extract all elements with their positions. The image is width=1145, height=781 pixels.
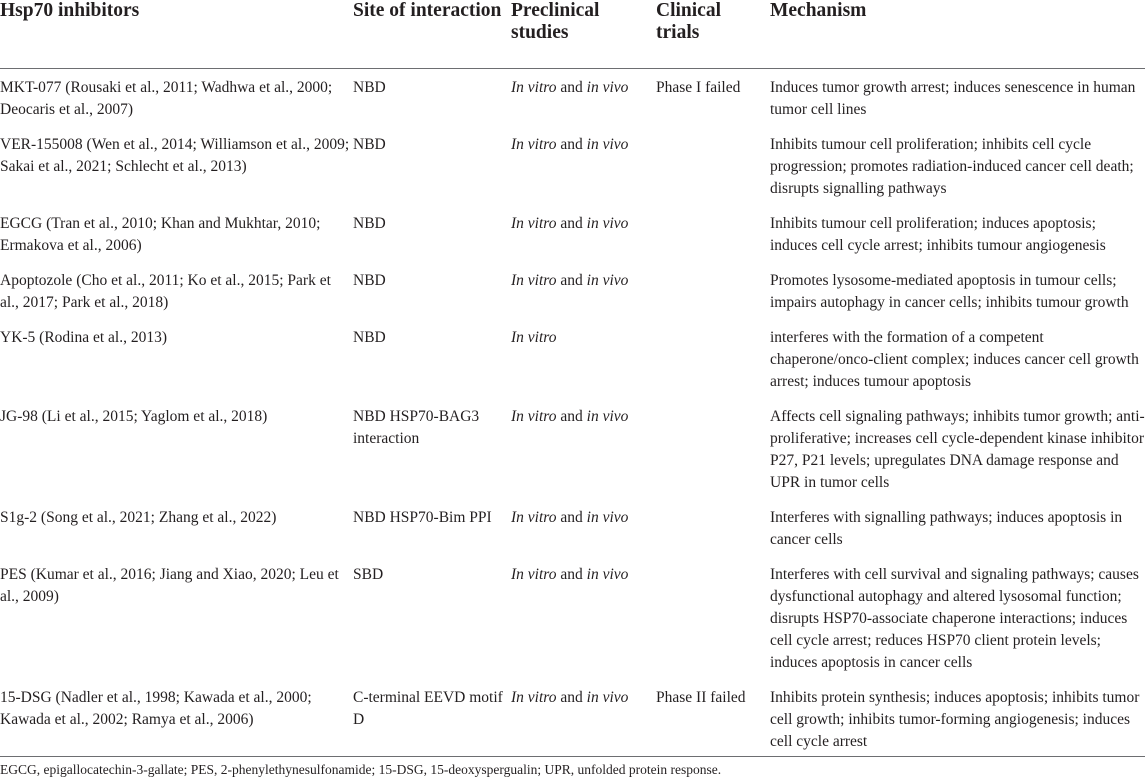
cell-inhibitor: S1g-2 (Song et al., 2021; Zhang et al., 2022) (0, 509, 277, 526)
header-site: Site of interaction (351, 0, 507, 69)
cell-clinical (652, 499, 765, 556)
table-row (0, 398, 1145, 499)
table-row (0, 679, 1145, 758)
cell-site: NBD HSP70-Bim PPI (353, 509, 492, 526)
preclinical-in-vitro: In vitro (511, 136, 557, 153)
cell-mechanism: Inhibits tumour cell proliferation; induces apoptosis; induces cell cycle arrest; inhibits tumour angiogenesis (770, 215, 1106, 254)
cell-mechanism: Interferes with signalling pathways; induces apoptosis in cancer cells (770, 509, 1123, 548)
preclinical-in-vivo: in vivo (586, 272, 629, 289)
preclinical-in-vivo: in vivo (586, 79, 629, 96)
cell-site: NBD HSP70-BAG3 interaction (353, 408, 480, 447)
preclinical-in-vivo: in vivo (586, 566, 629, 583)
preclinical-in-vivo: in vivo (586, 136, 629, 153)
preclinical-and: and (556, 408, 587, 425)
table-row (0, 556, 1145, 679)
header-row (0, 0, 1145, 69)
preclinical-in-vitro: In vitro (511, 408, 557, 425)
preclinical-and: and (556, 689, 587, 706)
table-row (0, 262, 1145, 319)
cell-inhibitor: 15-DSG (Nadler et al., 1998; Kawada et al., 2000; Kawada et al., 2002; Ramya et al., 2006) (0, 689, 312, 728)
cell-site: NBD (353, 272, 386, 289)
preclinical-and: and (556, 215, 587, 232)
preclinical-in-vitro: In vitro (511, 329, 557, 346)
cell-mechanism: Affects cell signaling pathways; inhibits tumor growth; anti-proliferative; increases cell cycle-dependent kinase inhibitor P27, P21 levels; upregulates DNA damage response and UPR in tumor cells (770, 408, 1145, 491)
table-bottom-rule (0, 756, 1145, 757)
table-footnote: EGCG, epigallocatechin-3-gallate; PES, 2-phenylethynesulfonamide; 15-DSG, 15-deoxyspergualin; UPR, unfolded protein response. (0, 762, 722, 777)
cell-site: NBD (353, 329, 386, 346)
cell-mechanism: Promotes lysosome-mediated apoptosis in tumour cells; impairs autophagy in cancer cells; inhibits tumour growth (770, 272, 1129, 311)
cell-preclinical (507, 262, 652, 319)
preclinical-and: and (556, 272, 587, 289)
cell-preclinical (507, 398, 652, 499)
cell-mechanism: Interferes with cell survival and signaling pathways; causes dysfunctional autophagy and altered lysosomal function; disrupts HSP70-associate chaperone interactions; induces cell cycle arrest; reduces HSP70 client protein levels; induces apoptosis in cancer cells (770, 566, 1139, 671)
header-preclinical: Preclinical studies (507, 0, 652, 69)
preclinical-and: and (556, 136, 587, 153)
preclinical-in-vivo: in vivo (586, 509, 629, 526)
cell-clinical (652, 262, 765, 319)
cell-inhibitor: PES (Kumar et al., 2016; Jiang and Xiao, 2020; Leu et al., 2009) (0, 566, 339, 605)
table-row (0, 69, 1145, 127)
preclinical-in-vitro: In vitro (511, 566, 557, 583)
cell-inhibitor: EGCG (Tran et al., 2010; Khan and Mukhtar, 2010; Ermakova et al., 2006) (0, 215, 321, 254)
cell-site: C-terminal EEVD motif D (353, 689, 503, 728)
cell-mechanism: Inhibits protein synthesis; induces apoptosis; inhibits tumor cell growth; inhibits tumor-forming angiogenesis; induces cell cycle arrest (770, 689, 1140, 750)
cell-preclinical (507, 679, 652, 758)
preclinical-in-vivo: in vivo (586, 215, 629, 232)
cell-clinical (652, 398, 765, 499)
cell-preclinical (507, 126, 652, 205)
table-row (0, 126, 1145, 205)
preclinical-in-vivo: in vivo (586, 689, 629, 706)
cell-inhibitor: Apoptozole (Cho et al., 2011; Ko et al., 2015; Park et al., 2017; Park et al., 2018) (0, 272, 331, 311)
cell-site: NBD (353, 215, 386, 232)
cell-clinical (652, 556, 765, 679)
cell-clinical (652, 126, 765, 205)
cell-inhibitor: JG-98 (Li et al., 2015; Yaglom et al., 2018) (0, 408, 268, 425)
cell-preclinical (507, 205, 652, 262)
cell-inhibitor: YK-5 (Rodina et al., 2013) (0, 329, 168, 346)
table-body (0, 69, 1145, 759)
table-header (0, 0, 1145, 69)
preclinical-and: and (556, 509, 587, 526)
cell-site: SBD (353, 566, 384, 583)
table-row (0, 205, 1145, 262)
preclinical-in-vivo: in vivo (586, 408, 629, 425)
preclinical-and: and (556, 79, 587, 96)
cell-preclinical (507, 69, 652, 127)
preclinical-in-vitro: In vitro (511, 79, 557, 96)
header-clinical: Clinical trials (652, 0, 765, 69)
cell-preclinical (507, 556, 652, 679)
table-row (0, 319, 1145, 398)
cell-inhibitor: MKT-077 (Rousaki et al., 2011; Wadhwa et al., 2000; Deocaris et al., 2007) (0, 79, 333, 118)
preclinical-in-vitro: In vitro (511, 689, 557, 706)
preclinical-in-vitro: In vitro (511, 509, 557, 526)
cell-clinical: Phase I failed (656, 79, 741, 96)
table-row (0, 499, 1145, 556)
cell-mechanism: Induces tumor growth arrest; induces senescence in human tumor cell lines (770, 79, 1136, 118)
cell-preclinical (507, 499, 652, 556)
header-inhibitors: Hsp70 inhibitors (0, 0, 351, 69)
cell-site: NBD (353, 136, 386, 153)
cell-mechanism: interferes with the formation of a competent chaperone/onco-client complex; induces cancer cell growth arrest; induces tumour apoptosis (770, 329, 1139, 390)
cell-inhibitor: VER-155008 (Wen et al., 2014; Williamson et al., 2009; Sakai et al., 2021; Schlecht et al., 2013) (0, 136, 350, 175)
cell-preclinical (507, 319, 652, 398)
cell-clinical (652, 205, 765, 262)
cell-clinical (652, 319, 765, 398)
cell-clinical: Phase II failed (656, 689, 746, 706)
cell-mechanism: Inhibits tumour cell proliferation; inhibits cell cycle progression; promotes radiation-induced cancer cell death; disrupts signalling pathways (770, 136, 1134, 197)
header-mechanism: Mechanism (765, 0, 1145, 69)
preclinical-in-vitro: In vitro (511, 272, 557, 289)
preclinical-and: and (556, 566, 587, 583)
cell-site: NBD (353, 79, 386, 96)
preclinical-in-vitro: In vitro (511, 215, 557, 232)
